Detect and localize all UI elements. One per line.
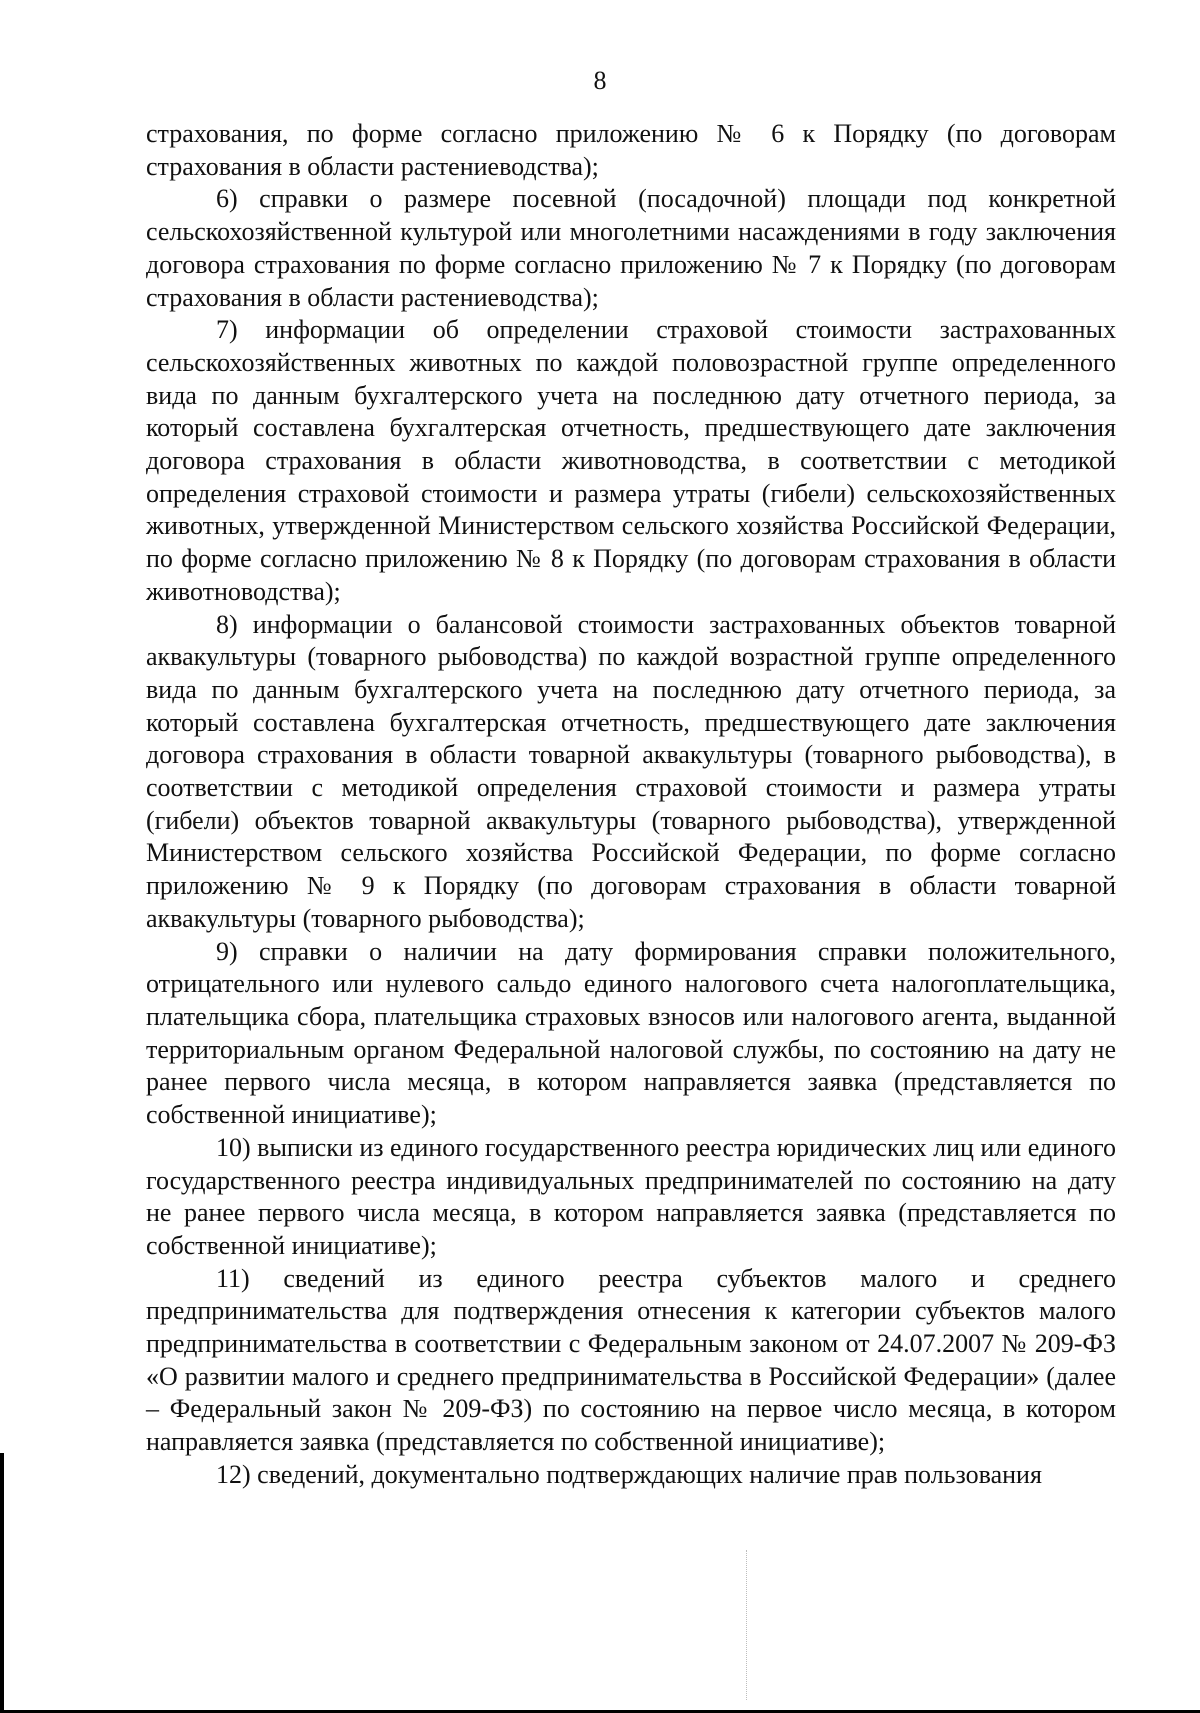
scan-edge-left	[0, 1453, 4, 1713]
paragraph-item-12: 12) сведений, документально подтверждающих наличие прав пользования	[216, 1459, 1042, 1489]
paragraph-item-9: 9) справки о наличии на дату формирования справки положительного, отрицательного или нулевого сальдо единого налогового счета налогоплательщика, плательщика сбора, плательщика страховых взносов или налогового агента, выданной территориальным органом Федеральной налоговой службы, по состоянию на дату не ранее первого числа месяца, в котором направляется заявка (представляется по собственной инициативе);	[146, 936, 1116, 1130]
paragraph-continuation: страхования, по форме согласно приложению № 6 к Порядку (по договорам страхования в области растениеводства);	[146, 119, 1116, 181]
paragraph-item-10: 10) выписки из единого государственного реестра юридических лиц или единого государственного реестра индивидуальных предпринимателей по состоянию на дату не ранее первого числа месяца, в котором направляется заявка (представляется по собственной инициативе);	[146, 1132, 1116, 1260]
scan-artifact-line	[746, 1550, 748, 1700]
page-number: 8	[593, 66, 607, 95]
paragraph-item-8: 8) информации о балансовой стоимости застрахованных объектов товарной аквакультуры (товарного рыбоводства) по каждой возрастной группе определенного вида по данным бухгалтерского учета на последнюю дату отчетного периода, за который составлена бухгалтерская отчетность, предшествующего дате заключения договора страхования в области товарной аквакультуры (товарного рыбоводства), в соответствии с методикой определения страховой стоимости и размера утраты (гибели) объектов товарной аквакультуры (товарного рыбоводства), утвержденной Министерством сельского хозяйства Российской Федерации, по форме согласно приложению № 9 к Порядку (по договорам страхования в области товарной аквакультуры (товарного рыбоводства);	[146, 609, 1116, 933]
paragraph-item-6: 6) справки о размере посевной (посадочной) площади под конкретной сельскохозяйственной культурой или многолетними насаждениями в году заключения договора страхования по форме согласно приложению № 7 к Порядку (по договорам страхования в области растениеводства);	[146, 184, 1116, 312]
paragraph-item-7: 7) информации об определении страховой стоимости застрахованных сельскохозяйственных животных по каждой половозрастной группе определенного вида по данным бухгалтерского учета на последнюю дату отчетного периода, за который составлена бухгалтерская отчетность, предшествующего дате заключения договора страхования в области животноводства, в соответствии с методикой определения страховой стоимости и размера утраты (гибели) сельскохозяйственных животных, утвержденной Министерством сельского хозяйства Российской Федерации, по форме согласно приложению № 8 к Порядку (по договорам страхования в области животноводства);	[146, 315, 1116, 606]
document-body	[146, 118, 1116, 1492]
paragraph-item-11: 11) сведений из единого реестра субъектов малого и среднего предпринимательства для подтверждения отнесения к категории субъектов малого предпринимательства в соответствии с Федеральным законом от 24.07.2007 № 209-ФЗ «О развитии малого и среднего предпринимательства в Российской Федерации» (далее – Федеральный закон № 209-ФЗ) по состоянию на первое число месяца, в котором направляется заявка (представляется по собственной инициативе);	[146, 1263, 1116, 1457]
